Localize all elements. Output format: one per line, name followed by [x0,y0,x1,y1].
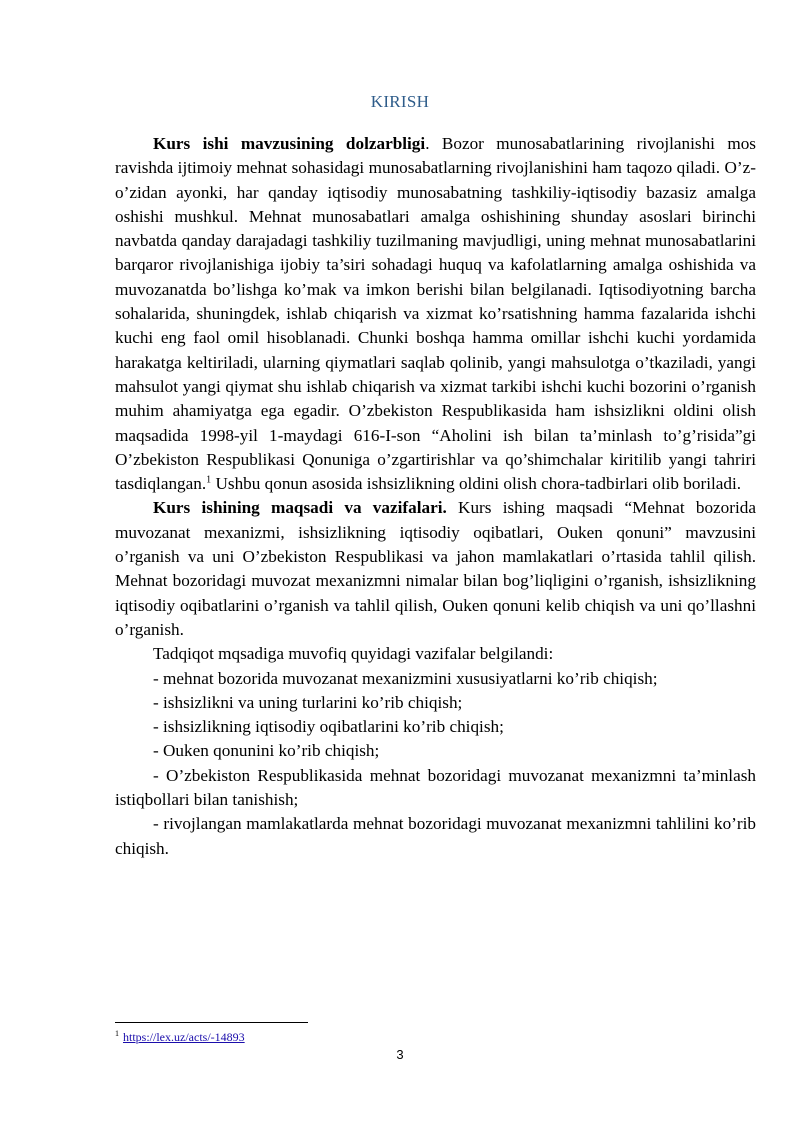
footnote [115,1029,245,1045]
document-body [115,132,756,861]
relevance-text-end: Ushbu qonun asosida ishsizlikning oldini olish chora-tadbirlari olib boriladi. [211,474,742,494]
paragraph-relevance [115,132,756,496]
relevance-heading: Kurs ishi mavzusining dolzarbligi [153,134,426,153]
list-item: - Ouken qonunini ko’rib chiqish; [153,741,380,761]
list-item: - mehnat bozorida muvozanat mexanizmini xususiyatlarni ko’rib chiqish; [153,668,658,688]
page-number: 3 [396,1047,404,1062]
list-item: - ishsizlikning iqtisodiy oqibatlarini ko’rib chiqish; [153,717,504,737]
list-item: - O’zbekiston Respublikasida mehnat bozoridagi muvozanat mexanizmni ta’minlash istiqbollari bilan tanishish; [115,765,756,810]
list-item: - rivojlangan mamlakatlarda mehnat bozoridagi muvozanat mexanizmni tahlilini ko’rib chiqish. [115,814,756,858]
relevance-text: . Bozor munosabatlarining rivojlanishi mos ravishda ijtimoiy mehnat sohasidagi munosabatlarning rivojlanishini ham taqozo qiladi. O’z-o’zidan ayonki, har qanday iqtisodiy munosabatning tashkiliy-iqtisodiy bazasiz amalga oshishi mushkul. Mehnat munosabatlari amalga oshishining shunday asoslari birinchi navbatda qanday darajadagi tashkiliy tuzilmaning mavjudligi, uning mehnat munosabatlarini barqaror rivojlanishiga ijobiy ta’siri sohadagi huquq va kafolatlarning amalga oshishida va muvozanatda bo’lishga ko’mak va imkon berishi bilan belgilanadi. Iqtisodiyotning barcha sohalarida, shuningdek, ishlab chiqarish va xizmat ko’rsatishning hamma fazalarida ishchi kuchi eng faol omil hisoblanadi. Chunki boshqa hamma omillar ishchi kuchi yordamida harakatga keltiriladi, ularning qiymatlari saqlab qolinib, yangi mahsulotga o’tkaziladi, yangi mahsulot yangi qiymat shu ishlab chiqarish va xizmat tarkibi ishchi kuchi bozorini o’rganish muhim ahamiyatga ega egadir. O’zbekiston Respublikasida ham ishsizlikni oldini olish maqsadida 1998-yil 1-maydagi 616-I-son “Aholini ish bilan ta’minlash to’g’risida”gi O’zbekiston Respublikasi Qonuniga o’zgartirishlar va qo’shimchalar kiritilib yangi tahriri tasdiqlangan. [115,134,756,494]
page-title: KIRISH [370,92,430,111]
footnote-reference[interactable]: 1 [206,474,212,486]
goals-text: Kurs ishing maqsadi “Mehnat bozorida muvozanat mexanizmi, ishsizlikning iqtisodiy oqibatlari, Ouken qonuni” mavzusini o’rganish va uni O’zbekiston Respublikasi va jahon mamlakatlari o’rtasida tahlil qilish. Mehnat bozoridagi muvozat mexanizmni nimalar bilan bog’liqligini o’rganish, ishsizlikning iqtisodiy oqibatlarini o’rganish va tahlil qilish, Ouken qonuni kelib chiqish va uni qo’llashni o’rganish. [115,498,756,639]
footnote-number: 1 [115,1029,119,1038]
footnote-link[interactable]: https://lex.uz/acts/-14893 [123,1030,245,1044]
paragraph-tasks-intro: Tadqiqot mqsadiga muvofiq quyidagi vazifalar belgilandi: [153,644,554,664]
list-item: - ishsizlikni va uning turlarini ko’rib chiqish; [153,692,463,712]
paragraph-goals [115,496,756,642]
footnote-divider [115,1022,308,1023]
goals-heading: Kurs ishining maqsadi va vazifalari. [153,498,447,518]
